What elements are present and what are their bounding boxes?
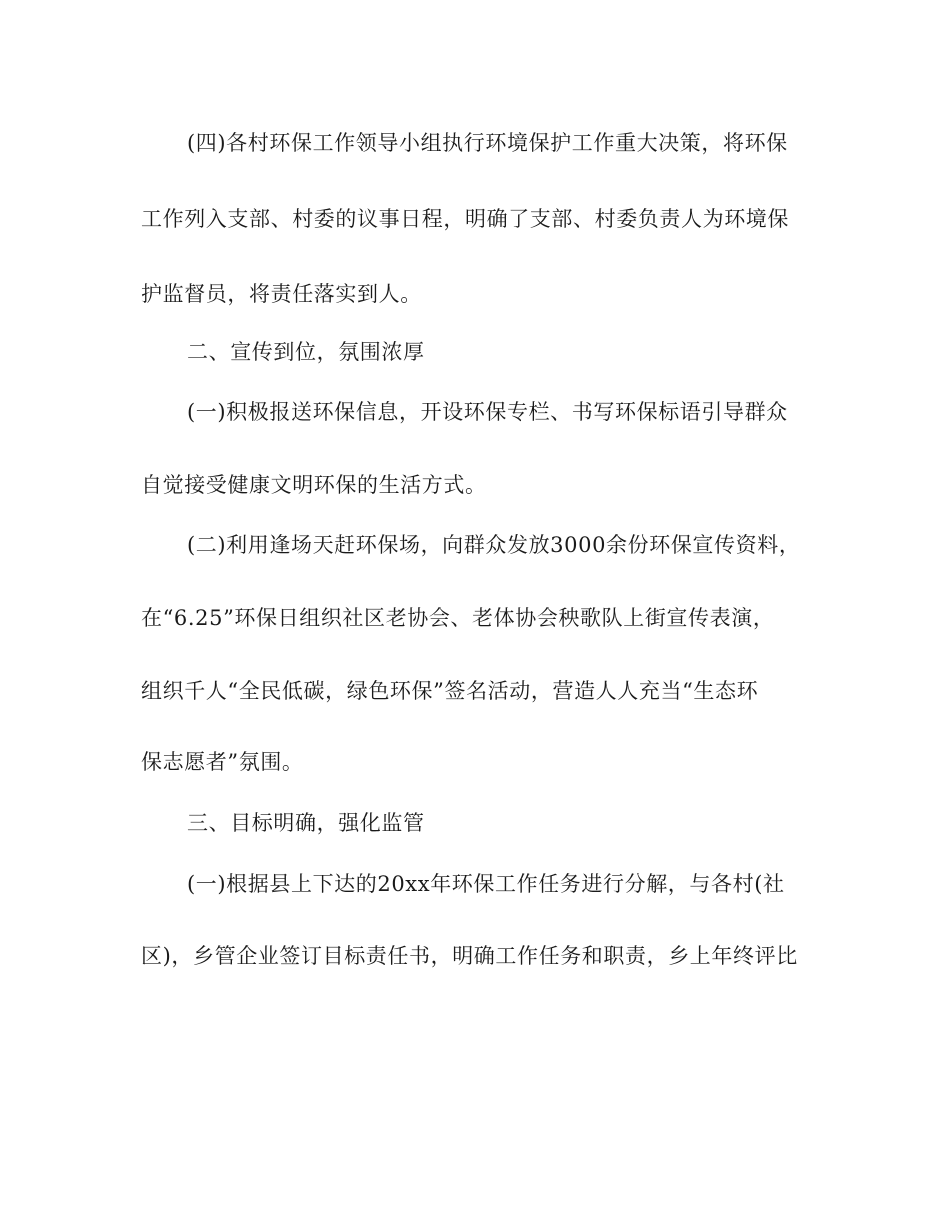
paragraph-line: (一)积极报送环保信息，开设环保专栏、书写环保标语引导群众 — [187, 400, 788, 424]
section-heading: 二、宣传到位，氛围浓厚 — [187, 340, 425, 364]
paragraph-line: 自觉接受健康文明环保的生活方式。 — [141, 473, 487, 497]
paragraph-line: 组织千人“全民低碳，绿色环保”签名活动，营造人人充当“生态环 — [141, 679, 759, 703]
paragraph-line: 在“6.25”环保日组织社区老协会、老体协会秧歌队上街宣传表演， — [141, 606, 775, 630]
paragraph-line: (四)各村环保工作领导小组执行环境保护工作重大决策，将环保 — [187, 131, 788, 155]
paragraph-line: 工作列入支部、村委的议事日程，明确了支部、村委负责人为环境保 — [141, 207, 789, 231]
paragraph-line: 保志愿者”氛围。 — [141, 750, 304, 774]
paragraph-line: 区)，乡管企业签订目标责任书，明确工作任务和职责，乡上年终评比 — [141, 944, 798, 968]
section-heading: 三、目标明确，强化监管 — [187, 811, 425, 835]
paragraph-line: (二)利用逢场天赶环保场，向群众发放3000余份环保宣传资料， — [187, 533, 801, 557]
paragraph-line: (一)根据县上下达的20xx年环保工作任务进行分解，与各村(社 — [187, 872, 785, 896]
paragraph-line: 护监督员，将责任落实到人。 — [141, 282, 422, 306]
